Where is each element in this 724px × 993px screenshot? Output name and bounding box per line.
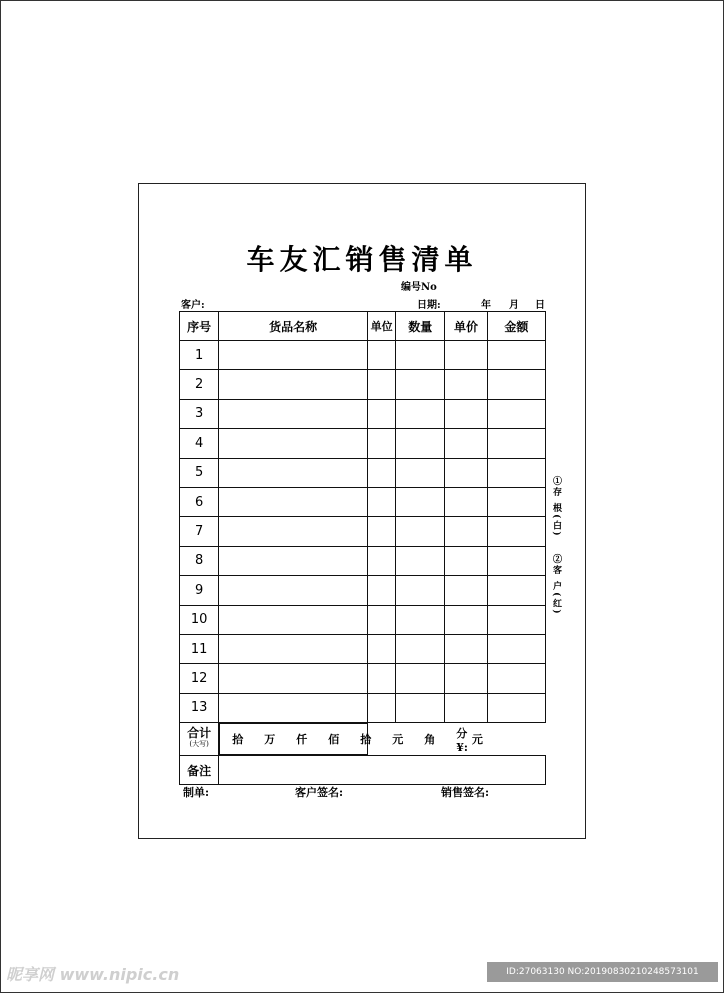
unit-cell (368, 693, 396, 722)
unit-cell (368, 517, 396, 546)
col-header-seq: 序号 (180, 312, 219, 341)
total-label: 合计 (187, 726, 212, 741)
customer-signature-label: 客户签名: (295, 786, 344, 799)
item-name-cell (219, 693, 368, 722)
unit-price-cell (445, 546, 487, 575)
row-number: 4 (180, 429, 219, 458)
table-row (180, 664, 546, 693)
row-number: 8 (180, 546, 219, 575)
unit-price-cell (445, 576, 487, 605)
unit-price-cell (445, 399, 487, 428)
unit-jiao: 角 (424, 733, 436, 747)
serial-number-label: 编号No (401, 282, 437, 293)
unit-shi-wan: 拾 (232, 733, 244, 747)
unit-price-cell (445, 634, 487, 663)
date-day-label: 日 (535, 300, 545, 311)
unit-cell (368, 399, 396, 428)
date-year-label: 年 (481, 300, 491, 311)
unit-price-cell (445, 429, 487, 458)
form-title: 车友汇销售清单 (246, 243, 478, 276)
table-row (180, 576, 546, 605)
item-rows (180, 341, 546, 723)
unit-cell (368, 605, 396, 634)
item-name-cell (219, 517, 368, 546)
item-name-cell (219, 429, 368, 458)
amount-cell (487, 546, 545, 575)
table-row (180, 634, 546, 663)
table-row (180, 458, 546, 487)
row-number: 5 (180, 458, 219, 487)
row-number: 11 (180, 634, 219, 663)
quantity-cell (396, 634, 445, 663)
item-name-cell (219, 341, 368, 370)
table-row (180, 341, 546, 370)
unit-cell (368, 458, 396, 487)
quantity-cell (396, 399, 445, 428)
unit-shi: 拾 (360, 733, 372, 747)
remark-field (219, 756, 546, 785)
amount-cell (487, 634, 545, 663)
row-number: 1 (180, 341, 219, 370)
col-header-amount: 金额 (487, 312, 545, 341)
watermark-logo: 昵享网 www.nipic.cn (6, 965, 180, 984)
item-name-cell (219, 458, 368, 487)
row-number: 12 (180, 664, 219, 693)
amount-cell (487, 605, 545, 634)
unit-cell (368, 341, 396, 370)
table-row (180, 605, 546, 634)
row-number: 13 (180, 693, 219, 722)
remark-row (180, 756, 546, 785)
total-sublabel: (大写) (189, 740, 209, 749)
total-row (180, 723, 546, 756)
side-note-stub: ①存 根(白) (551, 476, 561, 538)
unit-price-cell (445, 664, 487, 693)
item-name-cell (219, 399, 368, 428)
total-amount-cell (219, 723, 483, 755)
row-number: 3 (180, 399, 219, 428)
unit-price-cell (445, 517, 487, 546)
quantity-cell (396, 605, 445, 634)
quantity-cell (396, 517, 445, 546)
quantity-cell (396, 664, 445, 693)
total-label-cell (180, 723, 219, 756)
quantity-cell (396, 546, 445, 575)
unit-price-cell (445, 487, 487, 516)
unit-cell (368, 546, 396, 575)
unit-price-cell (445, 693, 487, 722)
unit-cell (368, 487, 396, 516)
amount-cell (487, 487, 545, 516)
date-month-label: 月 (509, 300, 519, 311)
table-row (180, 429, 546, 458)
quantity-cell (396, 487, 445, 516)
unit-price-cell (445, 458, 487, 487)
items-table (179, 311, 546, 785)
table-row (180, 546, 546, 575)
amount-cell (487, 693, 545, 722)
col-header-unit: 单位 (368, 312, 396, 341)
unit-wan: 万 (264, 733, 276, 747)
unit-yuan: 元 (392, 733, 404, 747)
quantity-cell (396, 429, 445, 458)
item-name-cell (219, 605, 368, 634)
item-name-cell (219, 370, 368, 399)
unit-fen-yen: 分¥: (456, 726, 468, 754)
unit-price-cell (445, 605, 487, 634)
item-name-cell (219, 634, 368, 663)
unit-cell (368, 370, 396, 399)
table-row (180, 517, 546, 546)
date-label: 日期: (417, 300, 441, 311)
unit-qian: 仟 (296, 733, 308, 747)
amount-cell (487, 576, 545, 605)
side-note-customer: ②客 户(红) (551, 554, 561, 616)
unit-price-cell (445, 370, 487, 399)
table-header-row (180, 312, 546, 341)
unit-cell (368, 429, 396, 458)
unit-price-cell (445, 341, 487, 370)
table-row (180, 399, 546, 428)
row-number: 7 (180, 517, 219, 546)
table-row (180, 487, 546, 516)
row-number: 2 (180, 370, 219, 399)
sales-signature-label: 销售签名: (441, 786, 490, 799)
sales-form (138, 183, 586, 839)
table-row (180, 370, 546, 399)
col-header-unit-price: 单价 (445, 312, 487, 341)
row-number: 6 (180, 487, 219, 516)
quantity-cell (396, 370, 445, 399)
maker-signature-label: 制单: (183, 786, 210, 799)
quantity-cell (396, 576, 445, 605)
unit-cell (368, 664, 396, 693)
unit-bai: 佰 (328, 733, 340, 747)
item-name-cell (219, 487, 368, 516)
amount-cell (487, 341, 545, 370)
quantity-cell (396, 341, 445, 370)
item-name-cell (219, 664, 368, 693)
amount-cell (487, 458, 545, 487)
watermark-id-bar: ID:27063130 NO:20190830210248573101 (487, 962, 718, 982)
col-header-item-name: 货品名称 (219, 312, 368, 341)
remark-label: 备注 (180, 756, 219, 785)
customer-label: 客户: (181, 300, 205, 311)
quantity-cell (396, 458, 445, 487)
row-number: 9 (180, 576, 219, 605)
amount-cell (487, 664, 545, 693)
amount-cell (487, 517, 545, 546)
amount-cell (487, 429, 545, 458)
amount-cell (487, 370, 545, 399)
row-number: 10 (180, 605, 219, 634)
col-header-quantity: 数量 (396, 312, 445, 341)
unit-cell (368, 576, 396, 605)
unit-cell (368, 634, 396, 663)
table-row (180, 693, 546, 722)
item-name-cell (219, 546, 368, 575)
amount-cell (487, 399, 545, 428)
quantity-cell (396, 693, 445, 722)
yuan-suffix: 元 (471, 733, 483, 747)
item-name-cell (219, 576, 368, 605)
